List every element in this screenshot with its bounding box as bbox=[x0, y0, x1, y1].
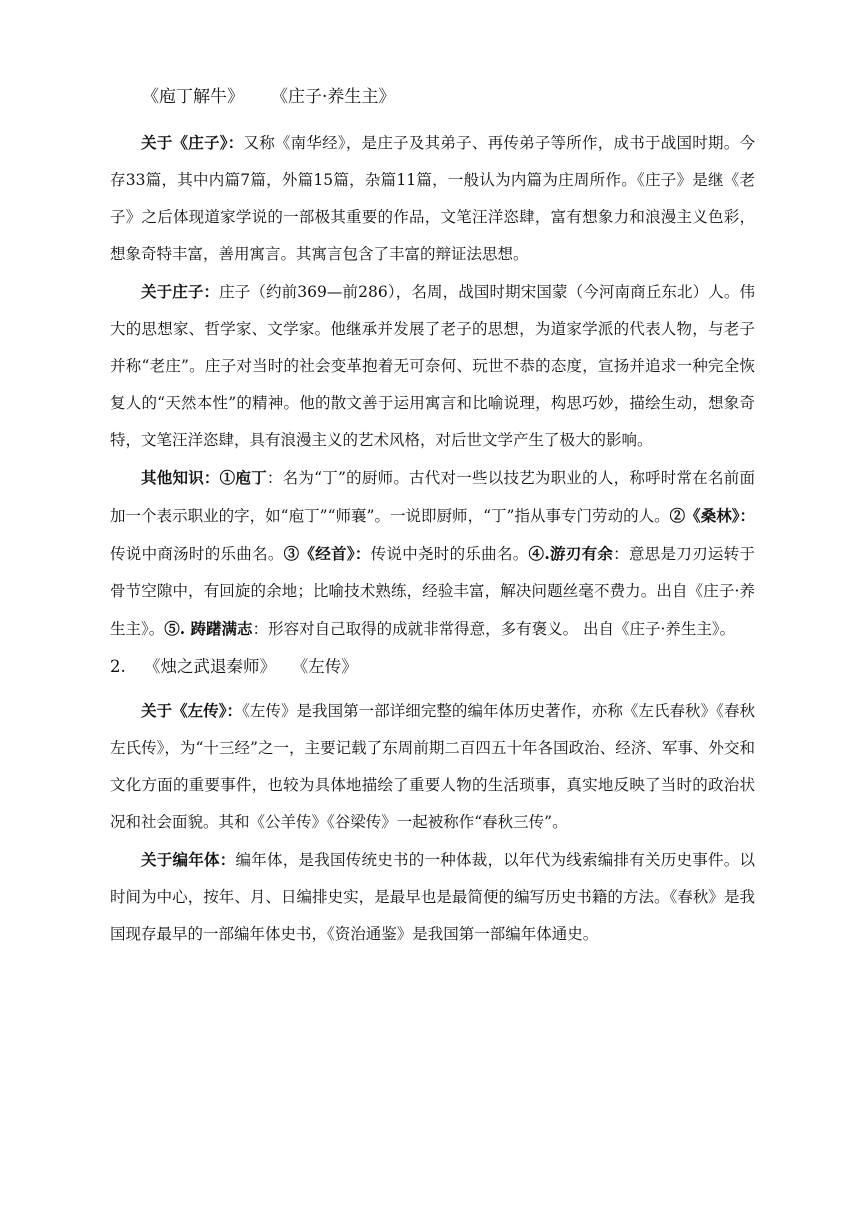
lesson2-title bbox=[110, 652, 755, 682]
knowledge-text-sanglin: 传说中商汤时的乐曲名。 bbox=[110, 545, 284, 563]
knowledge-term-jingshou: ③《经首》： bbox=[283, 544, 371, 563]
lesson1-about-book-head: 关于《庄子》： bbox=[141, 133, 244, 152]
lesson2-number: 2. bbox=[110, 657, 126, 676]
lesson1-about-author-head: 关于庄子： bbox=[141, 282, 220, 301]
lesson1-about-author-text: 庄子（约前369—前286），名周，战国时期宋国蒙（今河南商丘东北）人。伟大的思想家、哲学家、文学家。他继承并发展了老子的思想，为道家学派的代表人物，与老子并称“老庄”。庄子对当时的社会变革抱着无可奈何、玩世不恭的态度，宣扬并追求一种完全恢复人的“天然本性”的精神。他的散文善于运用寓言和比喻说理，构思巧妙，描绘生动，想象奇特，文笔汪洋恣肆，具有浪漫主义的艺术风格，对后世文学产生了极大的影响。 bbox=[110, 283, 755, 449]
lesson2-about-book-text: 《左传》是我国第一部详细完整的编年体历史著作，亦称《左氏春秋》《春秋左氏传》，为“十三经”之一，主要记载了东周前期二百四五十年各国政治、经济、军事、外交和文化方面的重要事件，也较为具体地描绘了重要人物的生活琐事，真实地反映了当时的政治状况和社会面貌。其和《公羊传》《谷梁传》一起被称作“春秋三传”。 bbox=[110, 702, 755, 831]
knowledge-term-paoding: ①庖丁 bbox=[219, 468, 267, 487]
lesson1-other-knowledge-head: 其他知识： bbox=[141, 468, 220, 487]
lesson2-about-genre-head: 关于编年体： bbox=[141, 850, 236, 869]
lesson1-title bbox=[142, 85, 755, 109]
knowledge-term-chouchumanzhi: ⑤. 踌躇满志 bbox=[164, 619, 253, 638]
lesson1-about-book-paragraph bbox=[110, 124, 755, 273]
lesson1-about-author-paragraph bbox=[110, 273, 755, 459]
lesson1-source: 《庄子·养生主》 bbox=[271, 87, 396, 107]
lesson2-about-book-paragraph bbox=[110, 692, 755, 841]
document-content bbox=[110, 85, 755, 953]
lesson2-about-genre-paragraph bbox=[110, 841, 755, 953]
knowledge-text-yourenyouyu: ：意思是刀刃运转于骨节空隙中，有回旋的余地；比喻技术熟练，经验丰富，解决问题丝毫不费力。出自《庄子·养生主》。 bbox=[110, 545, 755, 638]
lesson2-title-text: 《烛之武退秦师》 bbox=[144, 657, 276, 676]
lesson2-about-book-head: 关于《左传》： bbox=[141, 701, 243, 720]
knowledge-term-yourenyouyu: ④.游刃有余 bbox=[528, 544, 614, 563]
lesson1-about-book-text: 又称《南华经》，是庄子及其弟子、再传弟子等所作，成书于战国时期。今存33篇，其中内篇7篇，外篇15篇，杂篇11篇，一般认为内篇为庄周所作。《庄子》是继《老子》之后体现道家学说的一部极其重要的作品，文笔汪洋恣肆，富有想象力和浪漫主义色彩，想象奇特丰富，善用寓言。其寓言包含了丰富的辩证法思想。 bbox=[110, 134, 755, 263]
knowledge-term-sanglin: ②《桑林》： bbox=[669, 506, 755, 525]
knowledge-text-chouchumanzhi: ：形容对自己取得的成就非常得意，多有褒义。 出自《庄子·养生主》。 bbox=[252, 620, 736, 638]
lesson2-about-genre-text: 编年体，是我国传统史书的一种体裁，以年代为线索编排有关历史事件。以时间为中心，按年、月、日编排史实，是最早也是最简便的编写历史书籍的方法。《春秋》是我国现存最早的一部编年体史书，《资治通鉴》是我国第一部编年体通史。 bbox=[110, 851, 755, 943]
lesson1-other-knowledge-paragraph bbox=[110, 459, 755, 648]
lesson2-source: 《左传》 bbox=[291, 657, 358, 676]
knowledge-text-jingshou: 传说中尧时的乐曲名。 bbox=[370, 545, 529, 563]
knowledge-text-paoding: ：名为“丁”的厨师。古代对一些以技艺为职业的人，称呼时常在名前面加一个表示职业的字，如“庖丁”“师襄”。一说即厨师，“丁”指从事专门劳动的人。 bbox=[110, 469, 755, 525]
lesson1-title-text: 《庖丁解牛》 bbox=[142, 87, 244, 107]
